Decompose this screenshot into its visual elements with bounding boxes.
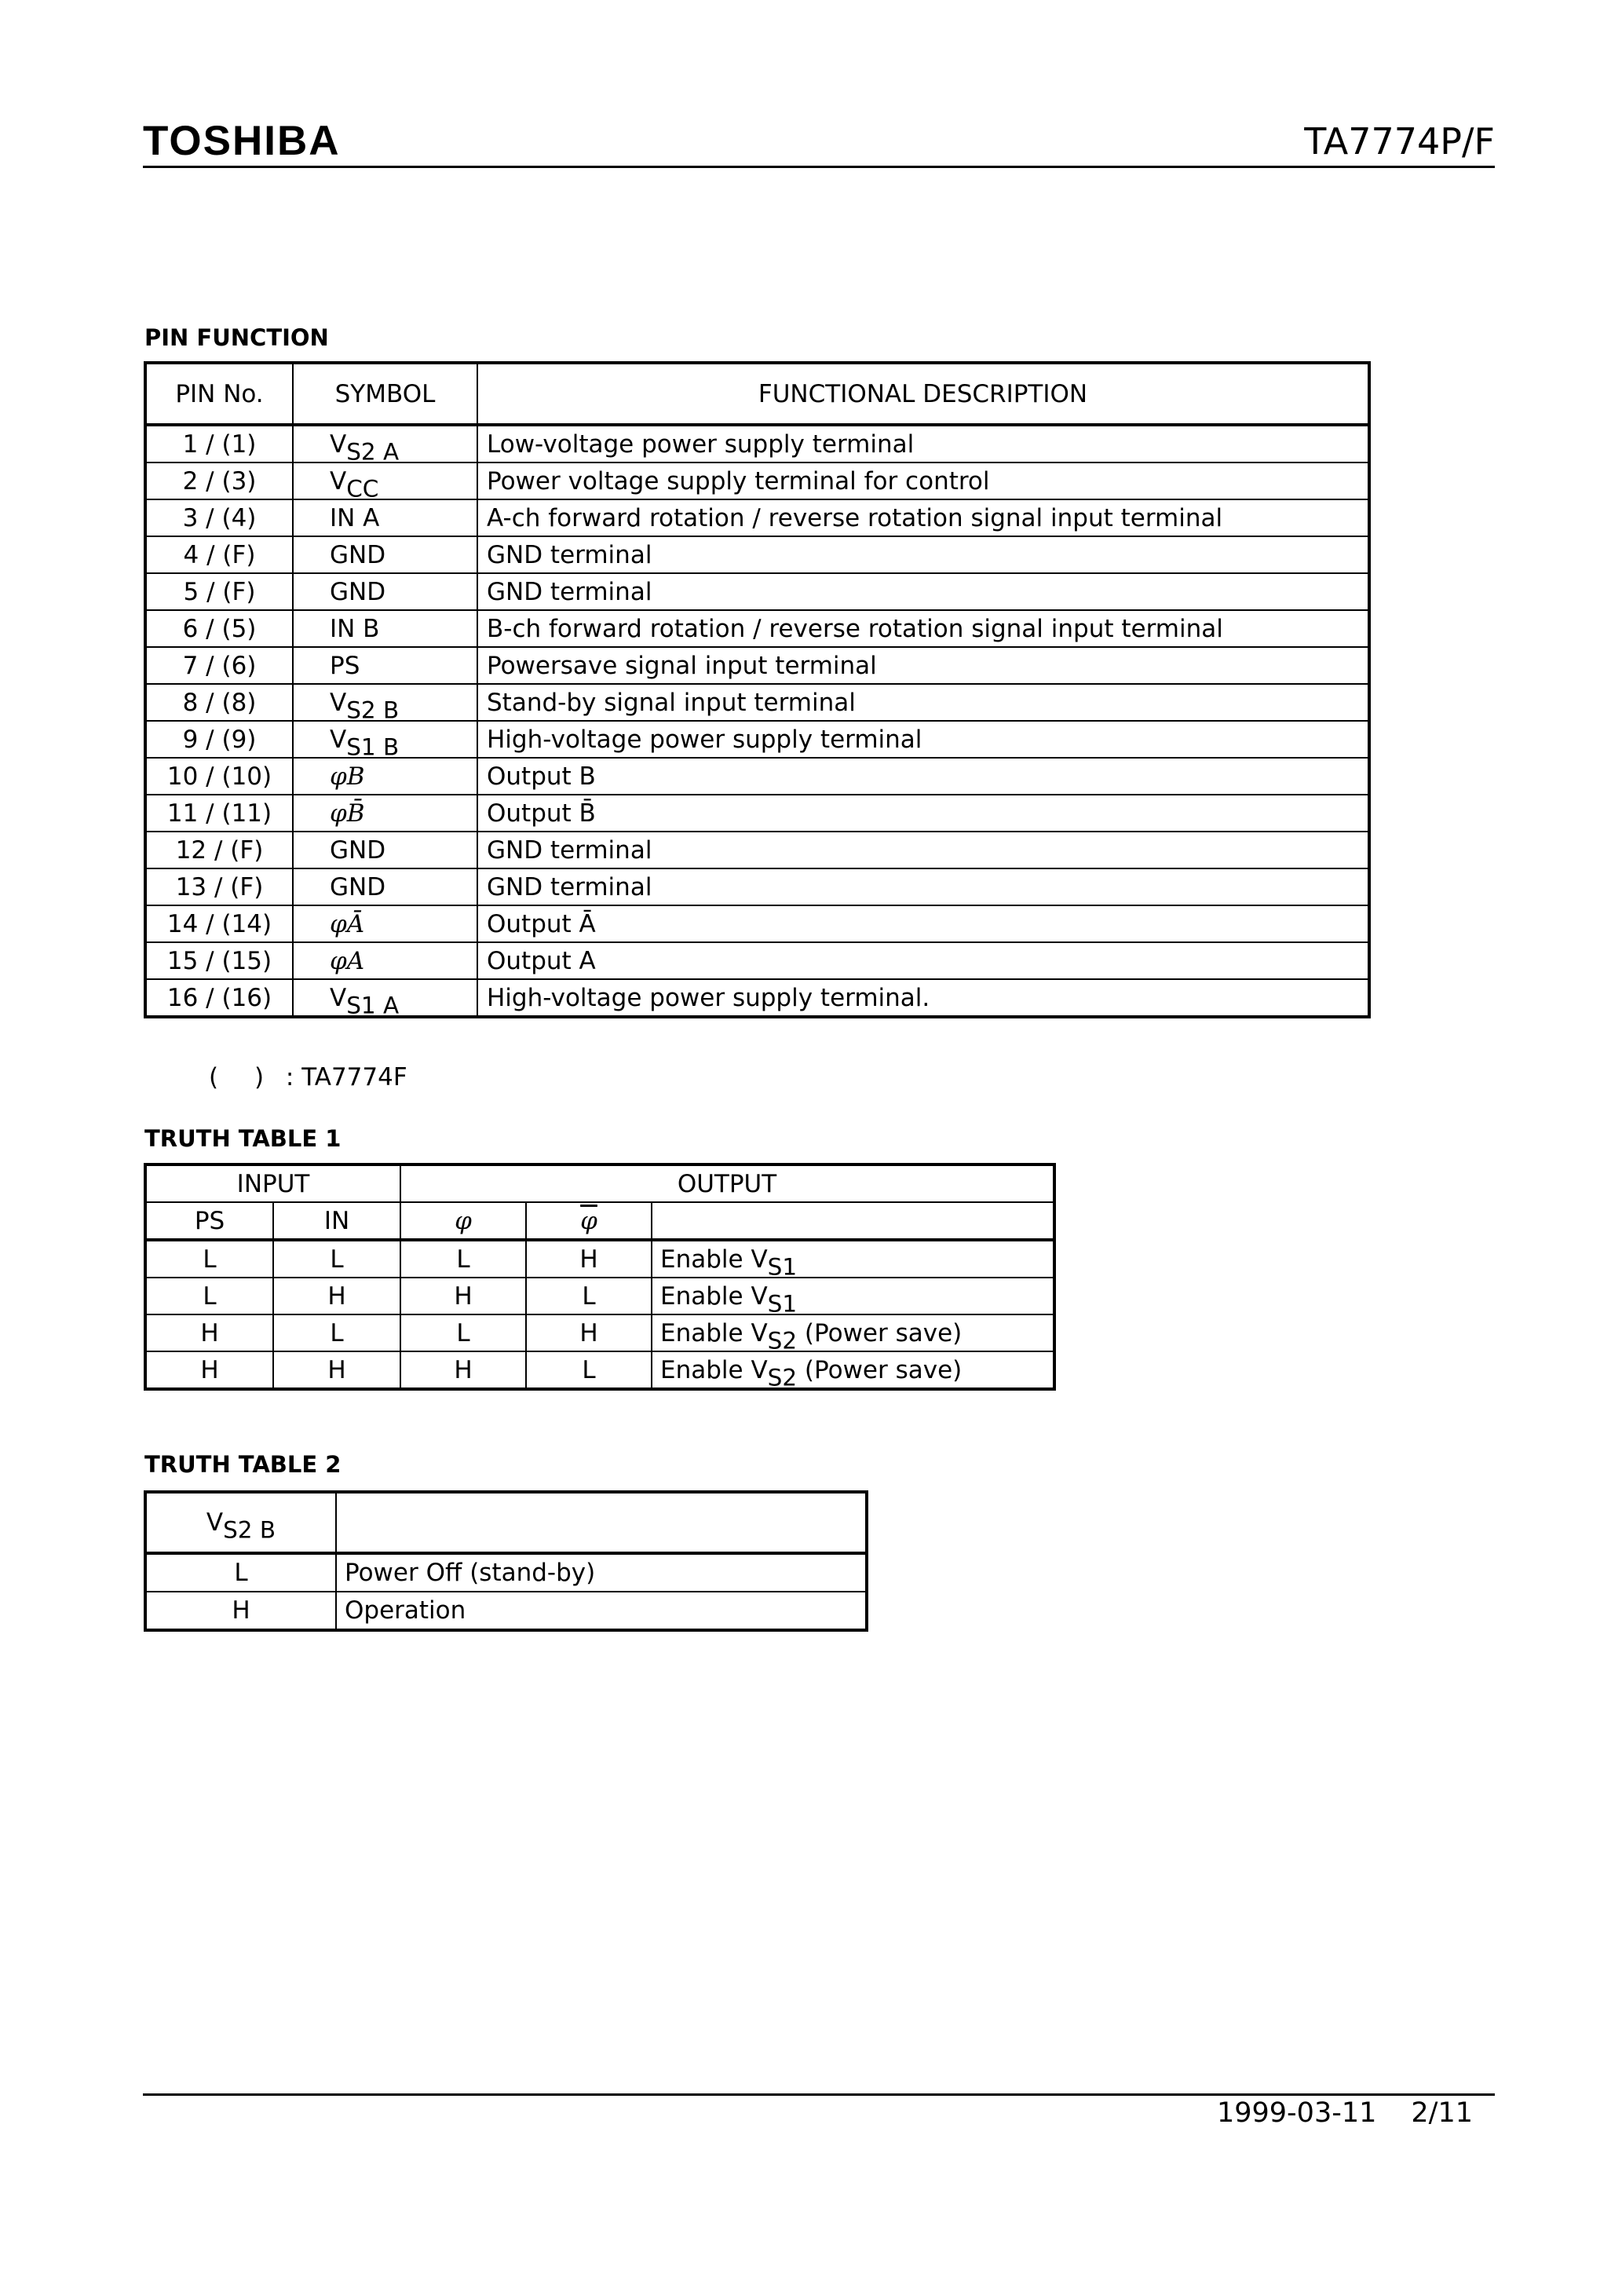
col-symbol: SYMBOL — [293, 363, 477, 425]
pin-number: 15 / (15) — [145, 942, 293, 979]
table-row — [145, 1351, 1054, 1389]
pin-number: 11 / (11) — [145, 795, 293, 832]
cell-ps: L — [145, 1278, 273, 1314]
pin-number: 12 / (F) — [145, 832, 293, 868]
cell-ps: H — [145, 1351, 273, 1389]
table-row — [145, 1240, 1054, 1278]
col-pin-no: PIN No. — [145, 363, 293, 425]
table-row — [145, 942, 1369, 979]
pin-symbol: $V_{S1 A}$ — [293, 979, 477, 1017]
pin-symbol: φB — [293, 758, 477, 795]
cell-state: Operation — [336, 1592, 867, 1630]
group-input: INPUT — [145, 1164, 400, 1202]
pin-symbol: IN A — [293, 499, 477, 536]
cell-output-desc: Enable $V_{S1}$ — [652, 1278, 1054, 1314]
cell-state: Power Off (stand-by) — [336, 1553, 867, 1592]
pin-number: 9 / (9) — [145, 721, 293, 758]
truth-table-2 — [144, 1490, 868, 1632]
pin-number: 16 / (16) — [145, 979, 293, 1017]
table-row — [145, 868, 1369, 905]
cell-phi: H — [400, 1278, 526, 1314]
table-row — [145, 573, 1369, 610]
part-number: TA7774P/F — [1304, 120, 1495, 163]
pin-symbol: GND — [293, 536, 477, 573]
table-row — [145, 610, 1369, 647]
cell-phi: H — [400, 1351, 526, 1389]
cell-vs2b: H — [145, 1592, 336, 1630]
pin-number: 6 / (5) — [145, 610, 293, 647]
col-vs2b: $V_{S2 B}$ — [145, 1492, 336, 1553]
table-row — [145, 795, 1369, 832]
pin-description: GND terminal — [477, 868, 1369, 905]
pin-description: A-ch forward rotation / reverse rotation signal input terminal — [477, 499, 1369, 536]
cell-phibar: L — [526, 1278, 652, 1314]
pin-description: Stand-by signal input terminal — [477, 684, 1369, 721]
pin-number: 1 / (1) — [145, 425, 293, 462]
table-row — [145, 684, 1369, 721]
pin-symbol: GND — [293, 573, 477, 610]
pin-symbol: GND — [293, 868, 477, 905]
table-row — [145, 499, 1369, 536]
truth-table-1-title: TRUTH TABLE 1 — [144, 1125, 342, 1152]
pin-symbol: φĀ — [293, 905, 477, 942]
pin-number: 4 / (F) — [145, 536, 293, 573]
footer-page: 2/11 — [1411, 2097, 1473, 2129]
pin-number: 14 / (14) — [145, 905, 293, 942]
pin-number: 7 / (6) — [145, 647, 293, 684]
cell-in: L — [273, 1240, 400, 1278]
cell-in: H — [273, 1351, 400, 1389]
table-row — [145, 1592, 867, 1630]
cell-phibar: H — [526, 1314, 652, 1351]
pin-description: High-voltage power supply terminal — [477, 721, 1369, 758]
pin-description: Output B̄ — [477, 795, 1369, 832]
cell-output-desc: Enable $V_{S1}$ — [652, 1240, 1054, 1278]
table-row — [145, 1314, 1054, 1351]
pin-symbol: $V_{S2 B}$ — [293, 684, 477, 721]
note-paren: ( ) — [209, 1063, 279, 1091]
col-in: IN — [273, 1202, 400, 1240]
brand-logo: TOSHIBA — [143, 118, 341, 164]
pin-number: 13 / (F) — [145, 868, 293, 905]
table-row — [145, 721, 1369, 758]
col-output-desc — [652, 1202, 1054, 1240]
cell-in: H — [273, 1278, 400, 1314]
pin-description: GND terminal — [477, 832, 1369, 868]
col-phi: φ — [400, 1202, 526, 1240]
table-row — [145, 536, 1369, 573]
cell-output-desc: Enable $V_{S2}$ (Power save) — [652, 1314, 1054, 1351]
table-row — [145, 979, 1369, 1017]
pin-description: GND terminal — [477, 536, 1369, 573]
pin-description: B-ch forward rotation / reverse rotation signal input terminal — [477, 610, 1369, 647]
cell-phibar: L — [526, 1351, 652, 1389]
cell-in: L — [273, 1314, 400, 1351]
pin-number: 10 / (10) — [145, 758, 293, 795]
package-note — [209, 1062, 407, 1093]
cell-ps: L — [145, 1240, 273, 1278]
pin-symbol: PS — [293, 647, 477, 684]
cell-phi: L — [400, 1240, 526, 1278]
table-group-row — [145, 1164, 1054, 1202]
footer-date: 1999-03-11 — [1216, 2097, 1377, 2129]
pin-symbol: φA — [293, 942, 477, 979]
pin-symbol: $V_{CC}$ — [293, 462, 477, 499]
group-output: OUTPUT — [400, 1164, 1054, 1202]
truth-table-2-title: TRUTH TABLE 2 — [144, 1451, 342, 1478]
cell-vs2b: L — [145, 1553, 336, 1592]
table-row — [145, 832, 1369, 868]
pin-description: Low-voltage power supply terminal — [477, 425, 1369, 462]
col-ps: PS — [145, 1202, 273, 1240]
pin-number: 8 / (8) — [145, 684, 293, 721]
table-row — [145, 647, 1369, 684]
pin-function-table — [144, 361, 1371, 1018]
cell-phi: L — [400, 1314, 526, 1351]
pin-symbol: $V_{S2 A}$ — [293, 425, 477, 462]
table-header-row — [145, 1202, 1054, 1240]
truth-table-1 — [144, 1163, 1056, 1391]
table-header-row — [145, 363, 1369, 425]
pin-number: 3 / (4) — [145, 499, 293, 536]
pin-description: Output A — [477, 942, 1369, 979]
cell-output-desc: Enable $V_{S2}$ (Power save) — [652, 1351, 1054, 1389]
pin-symbol: GND — [293, 832, 477, 868]
table-row — [145, 758, 1369, 795]
table-row — [145, 1553, 867, 1592]
pin-number: 5 / (F) — [145, 573, 293, 610]
pin-symbol: $V_{S1 B}$ — [293, 721, 477, 758]
pin-symbol: IN B — [293, 610, 477, 647]
col-phi-bar: $\overline{\varphi}$ — [526, 1202, 652, 1240]
pin-description: GND terminal — [477, 573, 1369, 610]
cell-phibar: H — [526, 1240, 652, 1278]
table-row — [145, 462, 1369, 499]
table-row — [145, 1278, 1054, 1314]
note-text: : TA7774F — [285, 1063, 407, 1091]
pin-symbol: φB̄ — [293, 795, 477, 832]
pin-description: Power voltage supply terminal for control — [477, 462, 1369, 499]
header-rule — [143, 166, 1495, 168]
table-row — [145, 905, 1369, 942]
col-description: FUNCTIONAL DESCRIPTION — [477, 363, 1369, 425]
table-header-row — [145, 1492, 867, 1553]
pin-description: Output Ā — [477, 905, 1369, 942]
cell-ps: H — [145, 1314, 273, 1351]
table-row — [145, 425, 1369, 462]
pin-function-title: PIN FUNCTION — [144, 324, 329, 351]
pin-number: 2 / (3) — [145, 462, 293, 499]
pin-description: High-voltage power supply terminal. — [477, 979, 1369, 1017]
pin-description: Powersave signal input terminal — [477, 647, 1369, 684]
footer — [1217, 2094, 1473, 2132]
pin-description: Output B — [477, 758, 1369, 795]
col-state — [336, 1492, 867, 1553]
